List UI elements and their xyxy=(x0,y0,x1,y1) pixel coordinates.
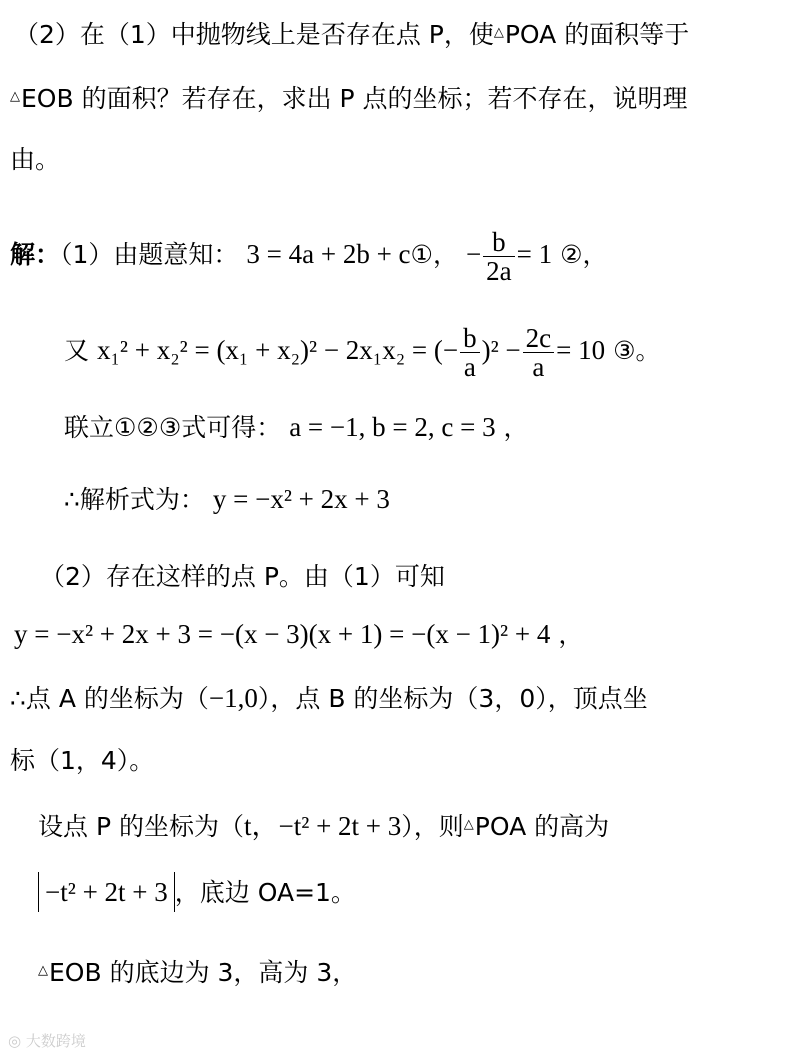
solution-line-11 xyxy=(38,954,357,990)
denominator: a xyxy=(463,351,476,382)
punctuation: ， xyxy=(503,413,529,442)
parabola-equation: y = −x² + 2x + 3 xyxy=(212,484,390,514)
watermark-text: 大数跨境 xyxy=(25,1032,86,1050)
equation-3-rhs: = 10 xyxy=(556,335,606,365)
solution-line-7 xyxy=(10,681,648,716)
punctuation: ， xyxy=(432,240,458,269)
point-p-y-expression: −t² + 2t + 3 xyxy=(278,811,402,841)
solution-line-8 xyxy=(10,744,154,778)
numerator: 2c xyxy=(523,324,554,353)
solution-text: ），点 B 的坐标为（3，0），顶点坐 xyxy=(257,684,648,713)
solution-line-2 xyxy=(64,314,661,387)
triangle-icon: △ xyxy=(463,817,474,832)
triangle-icon: △ xyxy=(38,963,48,978)
solution-text: EOB 的底边为 3，高为 3， xyxy=(49,958,358,987)
factored-equation: y = −x² + 2x + 3 = −(x − 3)(x + 1) = −(x − 1)² + 4 xyxy=(14,619,551,649)
solution-line-10 xyxy=(38,870,356,916)
equation-2-rhs: = 1 xyxy=(516,239,553,269)
circled-number: ① xyxy=(410,240,433,269)
question-text: EOB 的面积？若存在，求出 P 点的坐标；若不存在，说明理 xyxy=(21,84,688,113)
question-text: POA 的面积等于 xyxy=(504,20,690,49)
solution-text: ），则 xyxy=(401,812,464,841)
solution-text: 又 xyxy=(64,336,90,365)
circled-number: ③。 xyxy=(613,336,661,365)
solution-line-9 xyxy=(38,808,609,844)
punctuation: ， xyxy=(558,620,584,649)
fraction-b-over-a xyxy=(460,324,480,381)
question-line-3 xyxy=(10,143,60,177)
solution-line-6 xyxy=(14,617,583,652)
solution-line-1 xyxy=(10,222,608,287)
punctuation: ， xyxy=(582,240,608,269)
denominator: 2a xyxy=(486,255,512,286)
fraction-b-over-2a xyxy=(483,228,514,285)
numerator: b xyxy=(483,228,514,257)
triangle-icon: △ xyxy=(10,89,20,104)
solution-text: 联立①②③式可得： xyxy=(64,413,282,442)
height-absolute-value: −t² + 2t + 3 xyxy=(38,872,175,912)
solution-text: ∴点 A 的坐标为（ xyxy=(10,684,209,713)
solution-text: 标（1，4）。 xyxy=(10,746,155,775)
circled-number: ② xyxy=(560,240,583,269)
equation-3-mid: )² − xyxy=(481,335,521,365)
equation-3-lhs: x₁² + x₂² = (x₁ + x₂)² − 2x₁x₂ = (− xyxy=(96,335,459,365)
triangle-icon: △ xyxy=(493,25,504,40)
question-line-2 xyxy=(10,80,688,116)
solution-text: POA 的高为 xyxy=(474,812,610,841)
point-p-t: t， xyxy=(243,811,279,841)
solution-text: （1）由题意知： xyxy=(60,240,239,269)
solution-text: ，底边 OA=1。 xyxy=(174,878,356,907)
solution-label: 解： xyxy=(10,240,61,269)
solution-line-3 xyxy=(64,410,529,445)
numerator: b xyxy=(460,324,480,353)
solution-text: （2）存在这样的点 P。由（1）可知 xyxy=(40,562,445,591)
solution-text: ∴解析式为： xyxy=(64,485,205,514)
coefficient-values: a = −1, b = 2, c = 3 xyxy=(289,412,496,442)
equation-1: 3 = 4a + 2b + c xyxy=(246,239,411,269)
denominator: a xyxy=(532,351,545,382)
fraction-2c-over-a xyxy=(523,324,554,381)
question-text: 由。 xyxy=(10,145,61,174)
solution-line-5 xyxy=(40,560,445,594)
minus-sign: − xyxy=(465,239,482,269)
question-line-1 xyxy=(14,16,689,52)
watermark xyxy=(8,1030,86,1051)
question-text: （2）在（1）中抛物线上是否存在点 P，使 xyxy=(14,20,494,49)
solution-line-4 xyxy=(64,482,390,517)
logo-icon: ◎ xyxy=(8,1032,26,1050)
point-a-coordinate: −1,0 xyxy=(208,683,258,713)
solution-text: 设点 P 的坐标为（ xyxy=(38,812,244,841)
